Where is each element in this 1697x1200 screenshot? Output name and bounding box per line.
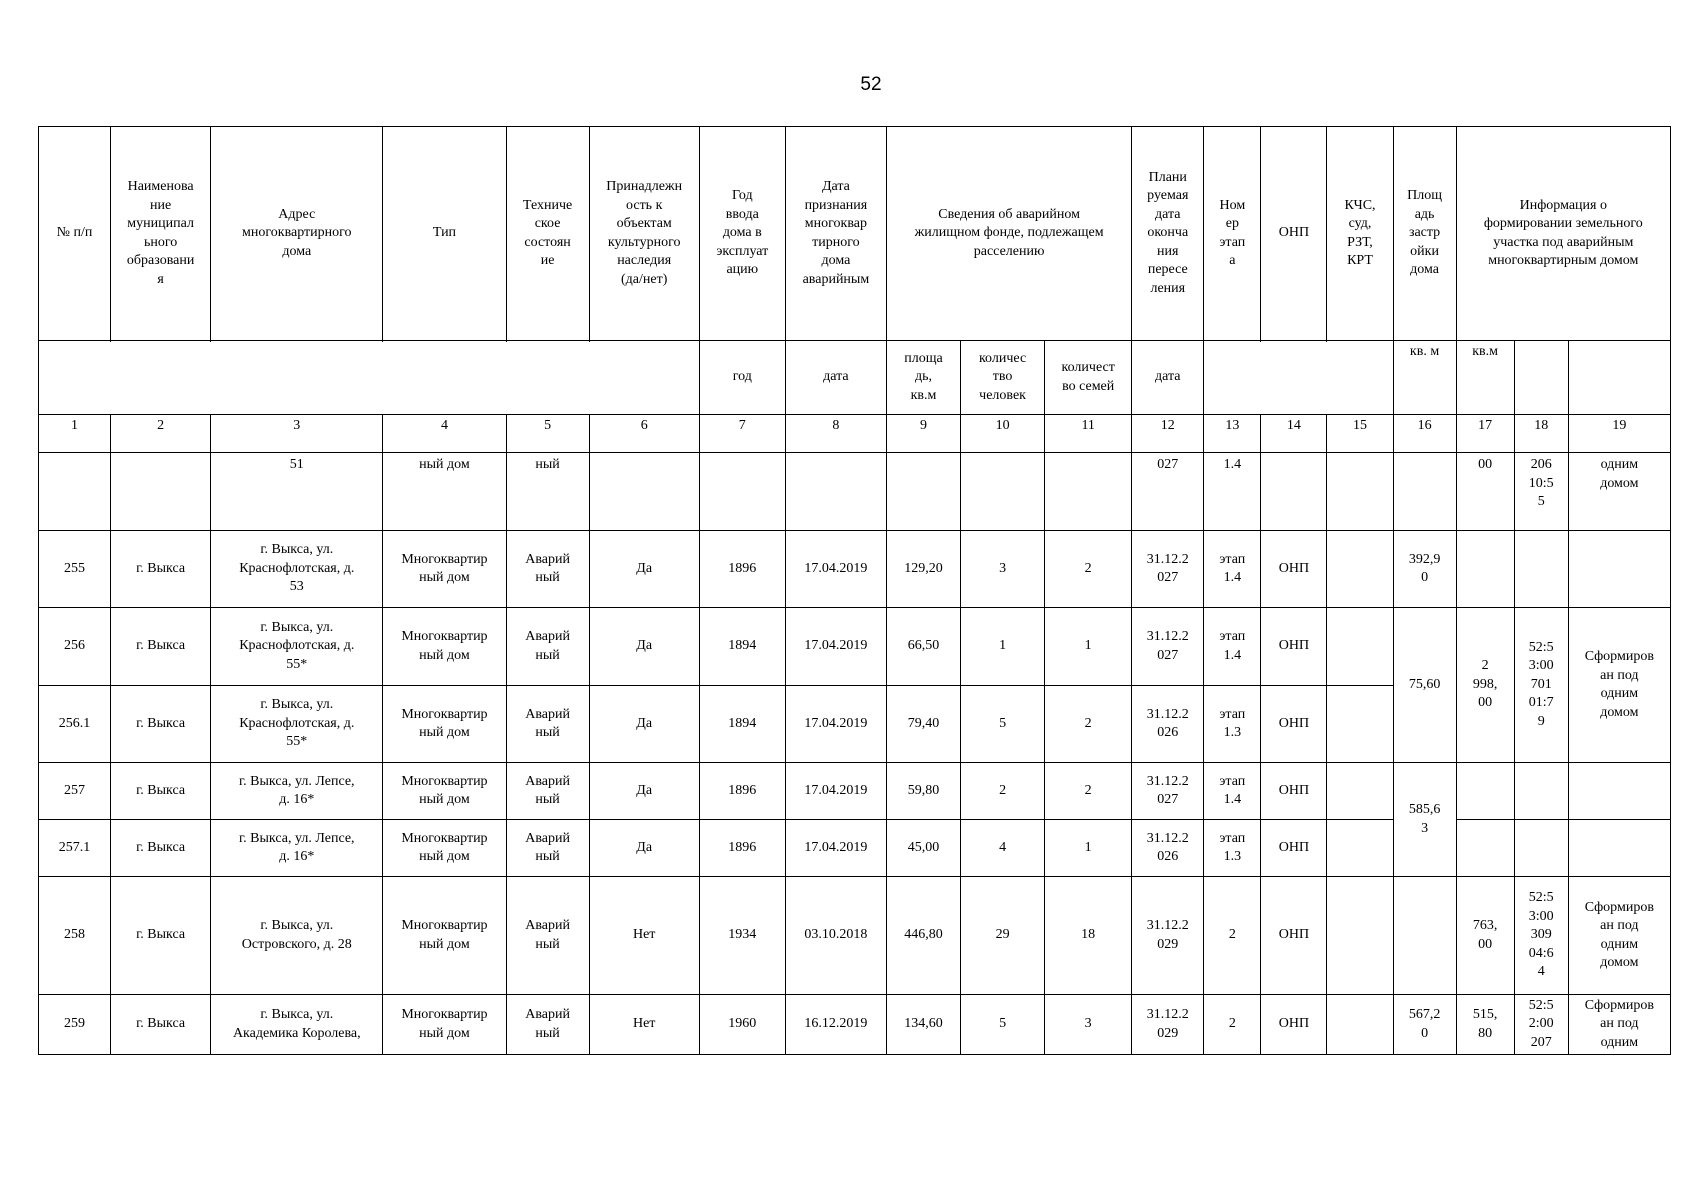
emergency-housing-table	[38, 126, 1671, 1055]
cell-people: 5	[961, 995, 1045, 1055]
table-row	[39, 608, 1671, 686]
column-number: 4	[383, 415, 506, 453]
cell-municipality: г. Выкса	[111, 820, 211, 877]
cell-families: 2	[1045, 763, 1132, 820]
cell-cadastral: 206 10:5 5	[1514, 453, 1568, 531]
cell-heritage: Нет	[589, 877, 699, 995]
header-address: Адрес многоквартирного дома	[211, 127, 383, 341]
cell-blank	[1393, 453, 1456, 531]
cell-stage: этап 1.4	[1204, 763, 1261, 820]
cell-land-area: 515, 80	[1456, 995, 1514, 1055]
cell-number: 256	[39, 608, 111, 686]
subheader-area: площа дь, кв.м	[886, 341, 960, 415]
subheader-year: год	[699, 341, 785, 415]
subheader-date: дата	[785, 341, 886, 415]
cell-state: Аварий ный	[506, 531, 589, 608]
cell-families: 1	[1045, 608, 1132, 686]
header-municipality: Наименова ние муниципал ьного образовани я	[111, 127, 211, 341]
cell-heritage: Да	[589, 608, 699, 686]
column-number: 10	[961, 415, 1045, 453]
cell-blank	[699, 453, 785, 531]
column-number: 15	[1327, 415, 1393, 453]
cell-heritage: Да	[589, 763, 699, 820]
cell-area: 134,60	[886, 995, 960, 1055]
cell-date-plan: 31.12.2 026	[1132, 820, 1204, 877]
cell-year: 1894	[699, 686, 785, 763]
cell-number: 259	[39, 995, 111, 1055]
cell-people: 29	[961, 877, 1045, 995]
cell-date: 16.12.2019	[785, 995, 886, 1055]
header-blank	[39, 341, 700, 415]
cell-address: г. Выкса, ул. Островского, д. 28	[211, 877, 383, 995]
cell-municipality: г. Выкса	[111, 877, 211, 995]
cell-number: 258	[39, 877, 111, 995]
cell-date-plan: 31.12.2 029	[1132, 995, 1204, 1055]
table-row	[39, 995, 1671, 1055]
cell-heritage: Да	[589, 820, 699, 877]
cell-type: Многоквартир ный дом	[383, 820, 506, 877]
column-number-row	[39, 415, 1671, 453]
cell-building-area: 75,60	[1393, 608, 1456, 763]
cell-onp: ОНП	[1261, 763, 1327, 820]
cell-blank	[1327, 531, 1393, 608]
cell-date: 17.04.2019	[785, 608, 886, 686]
cell-blank	[1327, 877, 1393, 995]
cell-blank	[1568, 531, 1670, 608]
cell-year: 1894	[699, 608, 785, 686]
column-number: 5	[506, 415, 589, 453]
cell-year: 1934	[699, 877, 785, 995]
cell-land-area: 00	[1456, 453, 1514, 531]
header-row-sub	[39, 341, 1671, 415]
cell-blank	[1514, 820, 1568, 877]
cell-date-plan: 027	[1132, 453, 1204, 531]
table-row	[39, 531, 1671, 608]
cell-municipality: г. Выкса	[111, 531, 211, 608]
cell-blank	[1393, 877, 1456, 995]
subheader-families: количест во семей	[1045, 341, 1132, 415]
cell-blank	[111, 453, 211, 531]
column-number: 1	[39, 415, 111, 453]
cell-number: 256.1	[39, 686, 111, 763]
table-row	[39, 453, 1671, 531]
cell-type: Многоквартир ный дом	[383, 686, 506, 763]
cell-stage: 2	[1204, 995, 1261, 1055]
header-planned-date: Плани руемая дата оконча ния пересе ления	[1132, 127, 1204, 341]
cell-area: 129,20	[886, 531, 960, 608]
cell-cadastral: 52:5 3:00 701 01:7 9	[1514, 608, 1568, 763]
cell-area: 446,80	[886, 877, 960, 995]
cell-onp: ОНП	[1261, 877, 1327, 995]
cell-land-char: Сформиров ан под одним домом	[1568, 608, 1670, 763]
cell-area: 66,50	[886, 608, 960, 686]
cell-building-area: 567,2 0	[1393, 995, 1456, 1055]
cell-blank	[1568, 820, 1670, 877]
cell-municipality: г. Выкса	[111, 995, 211, 1055]
subheader-sqm-16: кв. м	[1393, 341, 1456, 415]
cell-date: 17.04.2019	[785, 763, 886, 820]
column-number: 12	[1132, 415, 1204, 453]
cell-state: Аварий ный	[506, 820, 589, 877]
subheader-sqm-17: кв.м	[1456, 341, 1514, 415]
cell-date-plan: 31.12.2 026	[1132, 686, 1204, 763]
cell-blank	[1514, 531, 1568, 608]
cell-people: 3	[961, 531, 1045, 608]
cell-building-area: 392,9 0	[1393, 531, 1456, 608]
cell-onp: ОНП	[1261, 820, 1327, 877]
subheader-date-plan: дата	[1132, 341, 1204, 415]
column-number: 8	[785, 415, 886, 453]
cell-families: 1	[1045, 820, 1132, 877]
cell-blank	[589, 453, 699, 531]
cell-type: Многоквартир ный дом	[383, 531, 506, 608]
cell-onp: ОНП	[1261, 686, 1327, 763]
table-row	[39, 877, 1671, 995]
cell-type: Многоквартир ный дом	[383, 877, 506, 995]
cell-heritage: Да	[589, 531, 699, 608]
column-number: 2	[111, 415, 211, 453]
cell-date-plan: 31.12.2 027	[1132, 608, 1204, 686]
cell-blank	[1327, 608, 1393, 686]
cell-type: Многоквартир ный дом	[383, 608, 506, 686]
cell-blank	[1327, 820, 1393, 877]
cell-type: Многоквартир ный дом	[383, 995, 506, 1055]
page-number: 52	[860, 74, 882, 95]
column-number: 11	[1045, 415, 1132, 453]
header-type: Тип	[383, 127, 506, 341]
cell-date-plan: 31.12.2 027	[1132, 531, 1204, 608]
cell-address: г. Выкса, ул. Краснофлотская, д. 55*	[211, 686, 383, 763]
cell-blank	[1327, 763, 1393, 820]
cell-onp: ОНП	[1261, 608, 1327, 686]
cell-date: 17.04.2019	[785, 686, 886, 763]
subheader-blank-18	[1514, 341, 1568, 415]
cell-area: 79,40	[886, 686, 960, 763]
cell-blank	[886, 453, 960, 531]
cell-land-char: одним домом	[1568, 453, 1670, 531]
cell-address: г. Выкса, ул. Лепсе, д. 16*	[211, 820, 383, 877]
cell-area: 59,80	[886, 763, 960, 820]
cell-land-area: 763, 00	[1456, 877, 1514, 995]
column-number: 9	[886, 415, 960, 453]
cell-year: 1896	[699, 763, 785, 820]
cell-heritage: Да	[589, 686, 699, 763]
header-land-info: Информация о формировании земельного участка под аварийным многоквартирным домом	[1456, 127, 1670, 341]
cell-stage: 1.4	[1204, 453, 1261, 531]
column-number: 7	[699, 415, 785, 453]
column-number: 6	[589, 415, 699, 453]
cell-blank	[1568, 763, 1670, 820]
column-number: 13	[1204, 415, 1261, 453]
cell-number: 257.1	[39, 820, 111, 877]
column-number: 14	[1261, 415, 1327, 453]
cell-blank	[1045, 453, 1132, 531]
cell-municipality: г. Выкса	[111, 763, 211, 820]
cell-land-area: 2 998, 00	[1456, 608, 1514, 763]
cell-address: 51	[211, 453, 383, 531]
cell-people: 5	[961, 686, 1045, 763]
header-technical-state: Техниче ское состоян ие	[506, 127, 589, 341]
cell-number: 257	[39, 763, 111, 820]
subheader-people: количес тво человек	[961, 341, 1045, 415]
cell-cadastral: 52:5 3:00 309 04:6 4	[1514, 877, 1568, 995]
cell-address: г. Выкса, ул. Краснофлотская, д. 55*	[211, 608, 383, 686]
cell-blank	[961, 453, 1045, 531]
cell-state: Аварий ный	[506, 763, 589, 820]
cell-blank	[1261, 453, 1327, 531]
column-number: 19	[1568, 415, 1670, 453]
subheader-blank-19	[1568, 341, 1670, 415]
cell-state: ный	[506, 453, 589, 531]
cell-people: 1	[961, 608, 1045, 686]
header-stage: Ном ер этап а	[1204, 127, 1261, 341]
cell-blank	[785, 453, 886, 531]
cell-land-char: Сформиров ан под одним	[1568, 995, 1670, 1055]
cell-year: 1960	[699, 995, 785, 1055]
header-heritage: Принадлежн ость к объектам культурного наследия (да/нет)	[589, 127, 699, 341]
cell-year: 1896	[699, 820, 785, 877]
cell-stage: этап 1.4	[1204, 531, 1261, 608]
column-number: 3	[211, 415, 383, 453]
cell-cadastral: 52:5 2:00 207	[1514, 995, 1568, 1055]
header-row-number: № п/п	[39, 127, 111, 341]
cell-families: 2	[1045, 531, 1132, 608]
cell-blank	[1456, 531, 1514, 608]
header-blank-2	[1204, 341, 1393, 415]
header-onp: ОНП	[1261, 127, 1327, 341]
cell-families: 2	[1045, 686, 1132, 763]
cell-blank	[1327, 453, 1393, 531]
cell-heritage: Нет	[589, 995, 699, 1055]
cell-stage: этап 1.4	[1204, 608, 1261, 686]
header-row-main	[39, 127, 1671, 341]
cell-people: 2	[961, 763, 1045, 820]
header-year: Год ввода дома в эксплуат ацию	[699, 127, 785, 341]
cell-year: 1896	[699, 531, 785, 608]
cell-blank	[39, 453, 111, 531]
table-row	[39, 763, 1671, 820]
cell-onp: ОНП	[1261, 995, 1327, 1055]
cell-blank	[1514, 763, 1568, 820]
cell-state: Аварий ный	[506, 995, 589, 1055]
cell-date: 03.10.2018	[785, 877, 886, 995]
cell-address: г. Выкса, ул. Академика Королева,	[211, 995, 383, 1055]
cell-type: ный дом	[383, 453, 506, 531]
header-recognition-date: Дата признания многоквар тирного дома аварийным	[785, 127, 886, 341]
cell-municipality: г. Выкса	[111, 686, 211, 763]
cell-families: 3	[1045, 995, 1132, 1055]
cell-area: 45,00	[886, 820, 960, 877]
cell-blank	[1327, 686, 1393, 763]
cell-date-plan: 31.12.2 027	[1132, 763, 1204, 820]
cell-date: 17.04.2019	[785, 820, 886, 877]
header-building-area: Площ адь застр ойки дома	[1393, 127, 1456, 341]
header-emergency-fund: Сведения об аварийном жилищном фонде, подлежащем расселению	[886, 127, 1131, 341]
column-number: 17	[1456, 415, 1514, 453]
cell-land-char: Сформиров ан под одним домом	[1568, 877, 1670, 995]
cell-building-area: 585,6 3	[1393, 763, 1456, 877]
cell-stage: этап 1.3	[1204, 820, 1261, 877]
column-number: 16	[1393, 415, 1456, 453]
cell-blank	[1327, 995, 1393, 1055]
cell-people: 4	[961, 820, 1045, 877]
cell-address: г. Выкса, ул. Краснофлотская, д. 53	[211, 531, 383, 608]
cell-blank	[1456, 820, 1514, 877]
cell-stage: 2	[1204, 877, 1261, 995]
cell-type: Многоквартир ный дом	[383, 763, 506, 820]
cell-state: Аварий ный	[506, 877, 589, 995]
cell-state: Аварий ный	[506, 686, 589, 763]
column-number: 18	[1514, 415, 1568, 453]
cell-state: Аварий ный	[506, 608, 589, 686]
cell-stage: этап 1.3	[1204, 686, 1261, 763]
cell-onp: ОНП	[1261, 531, 1327, 608]
cell-blank	[1456, 763, 1514, 820]
cell-date-plan: 31.12.2 029	[1132, 877, 1204, 995]
cell-date: 17.04.2019	[785, 531, 886, 608]
cell-number: 255	[39, 531, 111, 608]
header-kchs: КЧС, суд, РЗТ, КРТ	[1327, 127, 1393, 341]
cell-address: г. Выкса, ул. Лепсе, д. 16*	[211, 763, 383, 820]
cell-families: 18	[1045, 877, 1132, 995]
cell-municipality: г. Выкса	[111, 608, 211, 686]
